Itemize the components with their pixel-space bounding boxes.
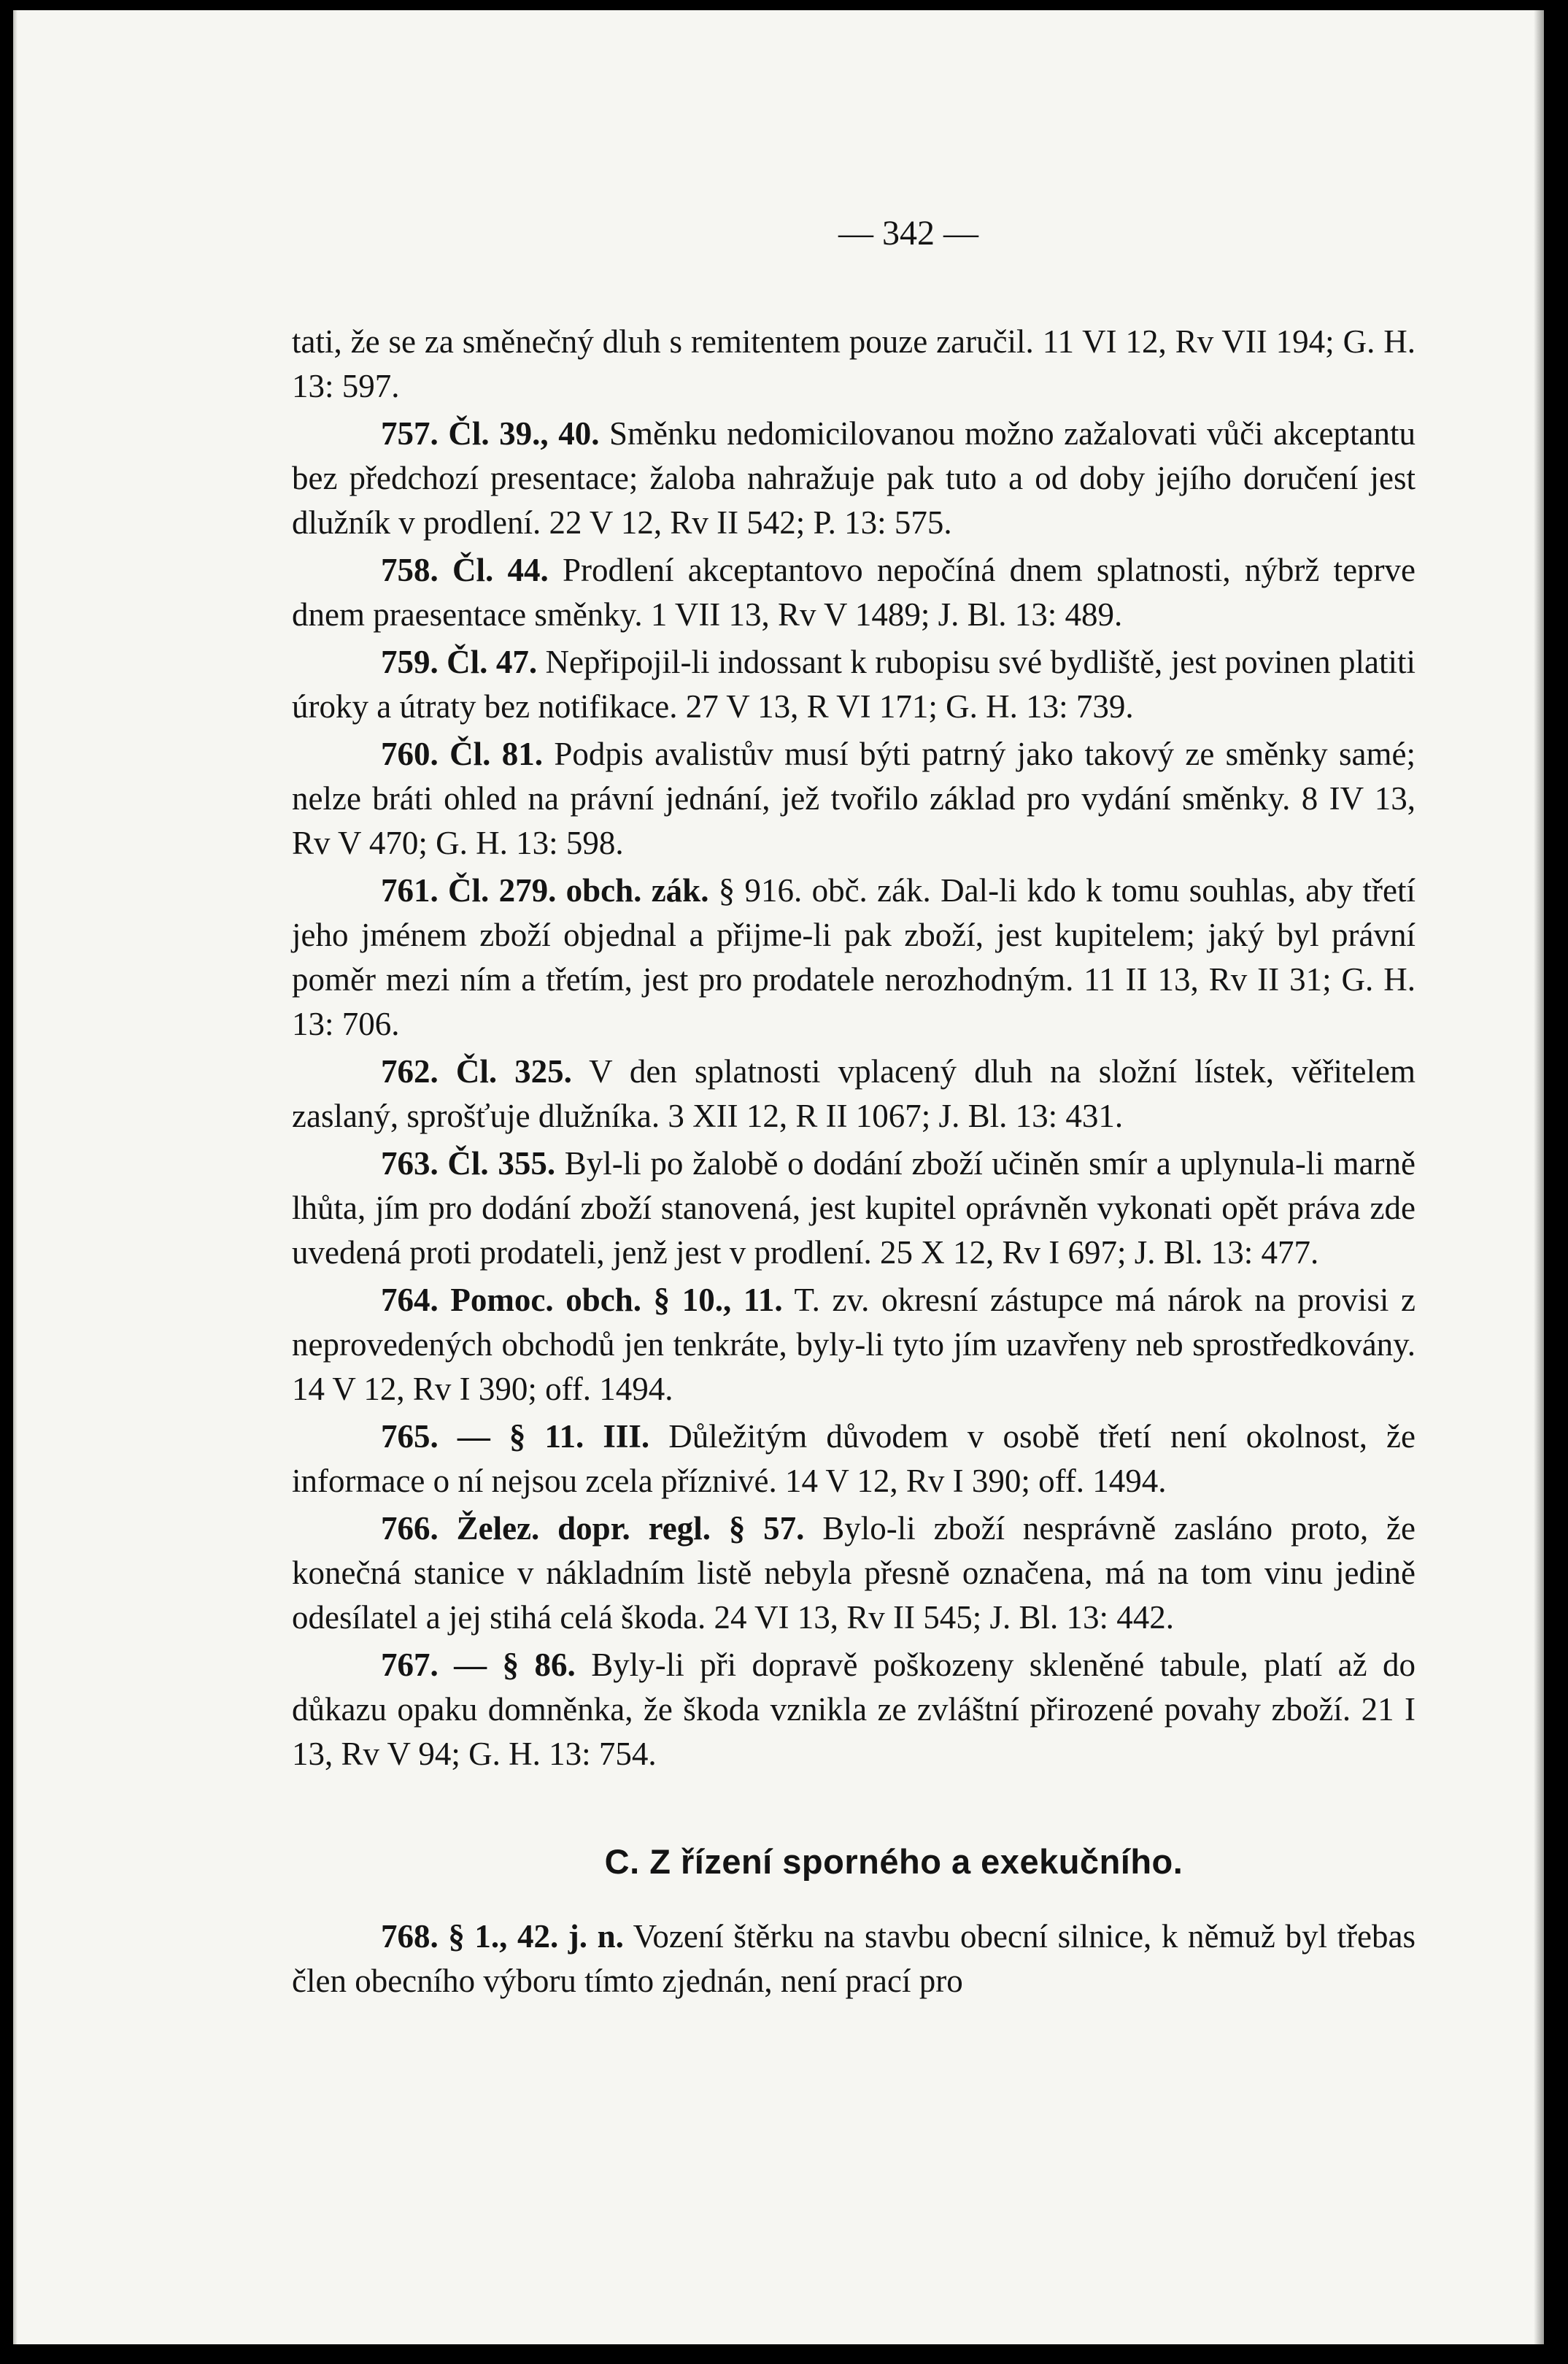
paragraph-text: T. zv. okresní zástupce má nárok na provisi z neprovedených obchodů jen tenkráte, byly-li tyto jím uzavřeny neb sprostředkovány. 14 V 12, Rv I 390; off. 1494.: [292, 1282, 1416, 1407]
section-heading: C. Z řízení sporného a exekučního.: [604, 1842, 1183, 1881]
entry-reference: 767. — § 86.: [381, 1647, 576, 1683]
paragraph-continued: [292, 320, 1416, 409]
paragraph-767: [292, 1643, 1416, 1776]
paragraph-761: [292, 869, 1416, 1047]
paragraph-text: Vození štěrku na stavbu obecní silnice, k němuž byl třebas člen obecního výboru tímto zjednán, není prací pro: [292, 1918, 1416, 1999]
paragraph-text: Podpis avalistův musí býti patrný jako takový ze směnky samé; nelze bráti ohled na právní jednání, jež tvořilo základ pro vydání směnky. 8 IV 13, Rv V 470; G. H. 13: 598.: [292, 736, 1416, 861]
paragraph-764: [292, 1278, 1416, 1412]
paragraph-text: Prodlení akceptantovo nepočíná dnem splatnosti, nýbrž teprve dnem praesentace směnky. 1 VII 13, Rv V 1489; J. Bl. 13: 489.: [292, 552, 1416, 633]
paragraph-760: [292, 732, 1416, 866]
paragraph-text: § 916. obč. zák. Dal-li kdo k tomu souhlas, aby třetí jeho jménem zboží objednal a přijme-li pak zboží, jest kupitelem; jaký byl právní poměr mezi ním a třetím, jest pro prodatele nerozhodným. 11 II 13, Rv II 31; G. H. 13: 706.: [292, 872, 1416, 1042]
paragraph-text: tati, že se za směnečný dluh s remitentem pouze zaručil. 11 VI 12, Rv VII 194; G. H. 13: 597.: [292, 323, 1416, 404]
entry-reference: 761. Čl. 279. obch. zák.: [381, 872, 709, 909]
entry-reference: 768. § 1., 42. j. n.: [381, 1918, 624, 1955]
paragraph-759: [292, 640, 1416, 729]
page-edge-right: [1534, 10, 1544, 2344]
entry-reference: 759. Čl. 47.: [381, 644, 538, 680]
paragraph-758: [292, 548, 1416, 637]
paragraph-text: Nepřipojil-li indossant k rubopisu své bydliště, jest povinen platiti úroky a útraty bez notifikace. 27 V 13, R VI 171; G. H. 13: 739.: [292, 644, 1416, 725]
entry-reference: 766. Želez. dopr. regl. § 57.: [381, 1510, 805, 1547]
entry-reference: 765. — § 11. III.: [381, 1418, 650, 1455]
page-edge-left: [13, 10, 18, 2344]
entry-reference: 760. Čl. 81.: [381, 736, 543, 772]
paragraph-text: V den splatnosti vplacený dluh na složní lístek, věřitelem zaslaný, sprošťuje dlužníka. 3 XII 12, R II 1067; J. Bl. 13: 431.: [292, 1053, 1416, 1134]
entry-reference: 763. Čl. 355.: [381, 1145, 556, 1182]
entry-reference: 764. Pomoc. obch. § 10., 11.: [381, 1282, 783, 1318]
page-number: — 342 —: [838, 214, 978, 253]
paragraph-text: Byly-li při dopravě poškozeny skleněné tabule, platí až do důkazu opaku domněnka, že škoda vznikla ze zvláštní přirozené povahy zboží. 21 I 13, Rv V 94; G. H. 13: 754.: [292, 1647, 1416, 1772]
paragraph-text: Důležitým důvodem v osobě třetí není okolnost, že informace o ní nejsou zcela příznivé. 14 V 12, Rv I 390; off. 1494.: [292, 1418, 1416, 1499]
paragraph-757: [292, 412, 1416, 545]
paragraph-766: [292, 1506, 1416, 1640]
paragraph-text: Byl-li po žalobě o dodání zboží učiněn smír a uplynula-li marně lhůta, jím pro dodání zboží stanovená, jest kupitel oprávněn vykonati opět práva zde uvedená proti prodateli, jenž jest v prodlení. 25 X 12, Rv I 697; J. Bl. 13: 477.: [292, 1145, 1416, 1271]
paragraph-text: Směnku nedomicilovanou možno zažalovati vůči akceptantu bez předchozí presentace; žaloba nahražuje pak tuto a od doby jejího doručení jest dlužník v prodlení. 22 V 12, Rv II 542; P. 13: 575.: [292, 415, 1416, 541]
entry-reference: 757. Čl. 39., 40.: [381, 415, 600, 452]
paragraph-762: [292, 1050, 1416, 1139]
paragraph-text: Bylo-li zboží nesprávně zasláno proto, že konečná stanice v nákladním listě nebyla přesně označena, má na tom vinu jedině odesílatel a jej stihá celá škoda. 24 VI 13, Rv II 545; J. Bl. 13: 442.: [292, 1510, 1416, 1636]
paragraph-768: [292, 1914, 1416, 2003]
paragraph-763: [292, 1141, 1416, 1275]
book-page: [13, 10, 1544, 2344]
entry-reference: 762. Čl. 325.: [381, 1053, 572, 1090]
paragraph-765: [292, 1414, 1416, 1504]
entry-reference: 758. Čl. 44.: [381, 552, 549, 588]
page-content: [292, 211, 1416, 2006]
